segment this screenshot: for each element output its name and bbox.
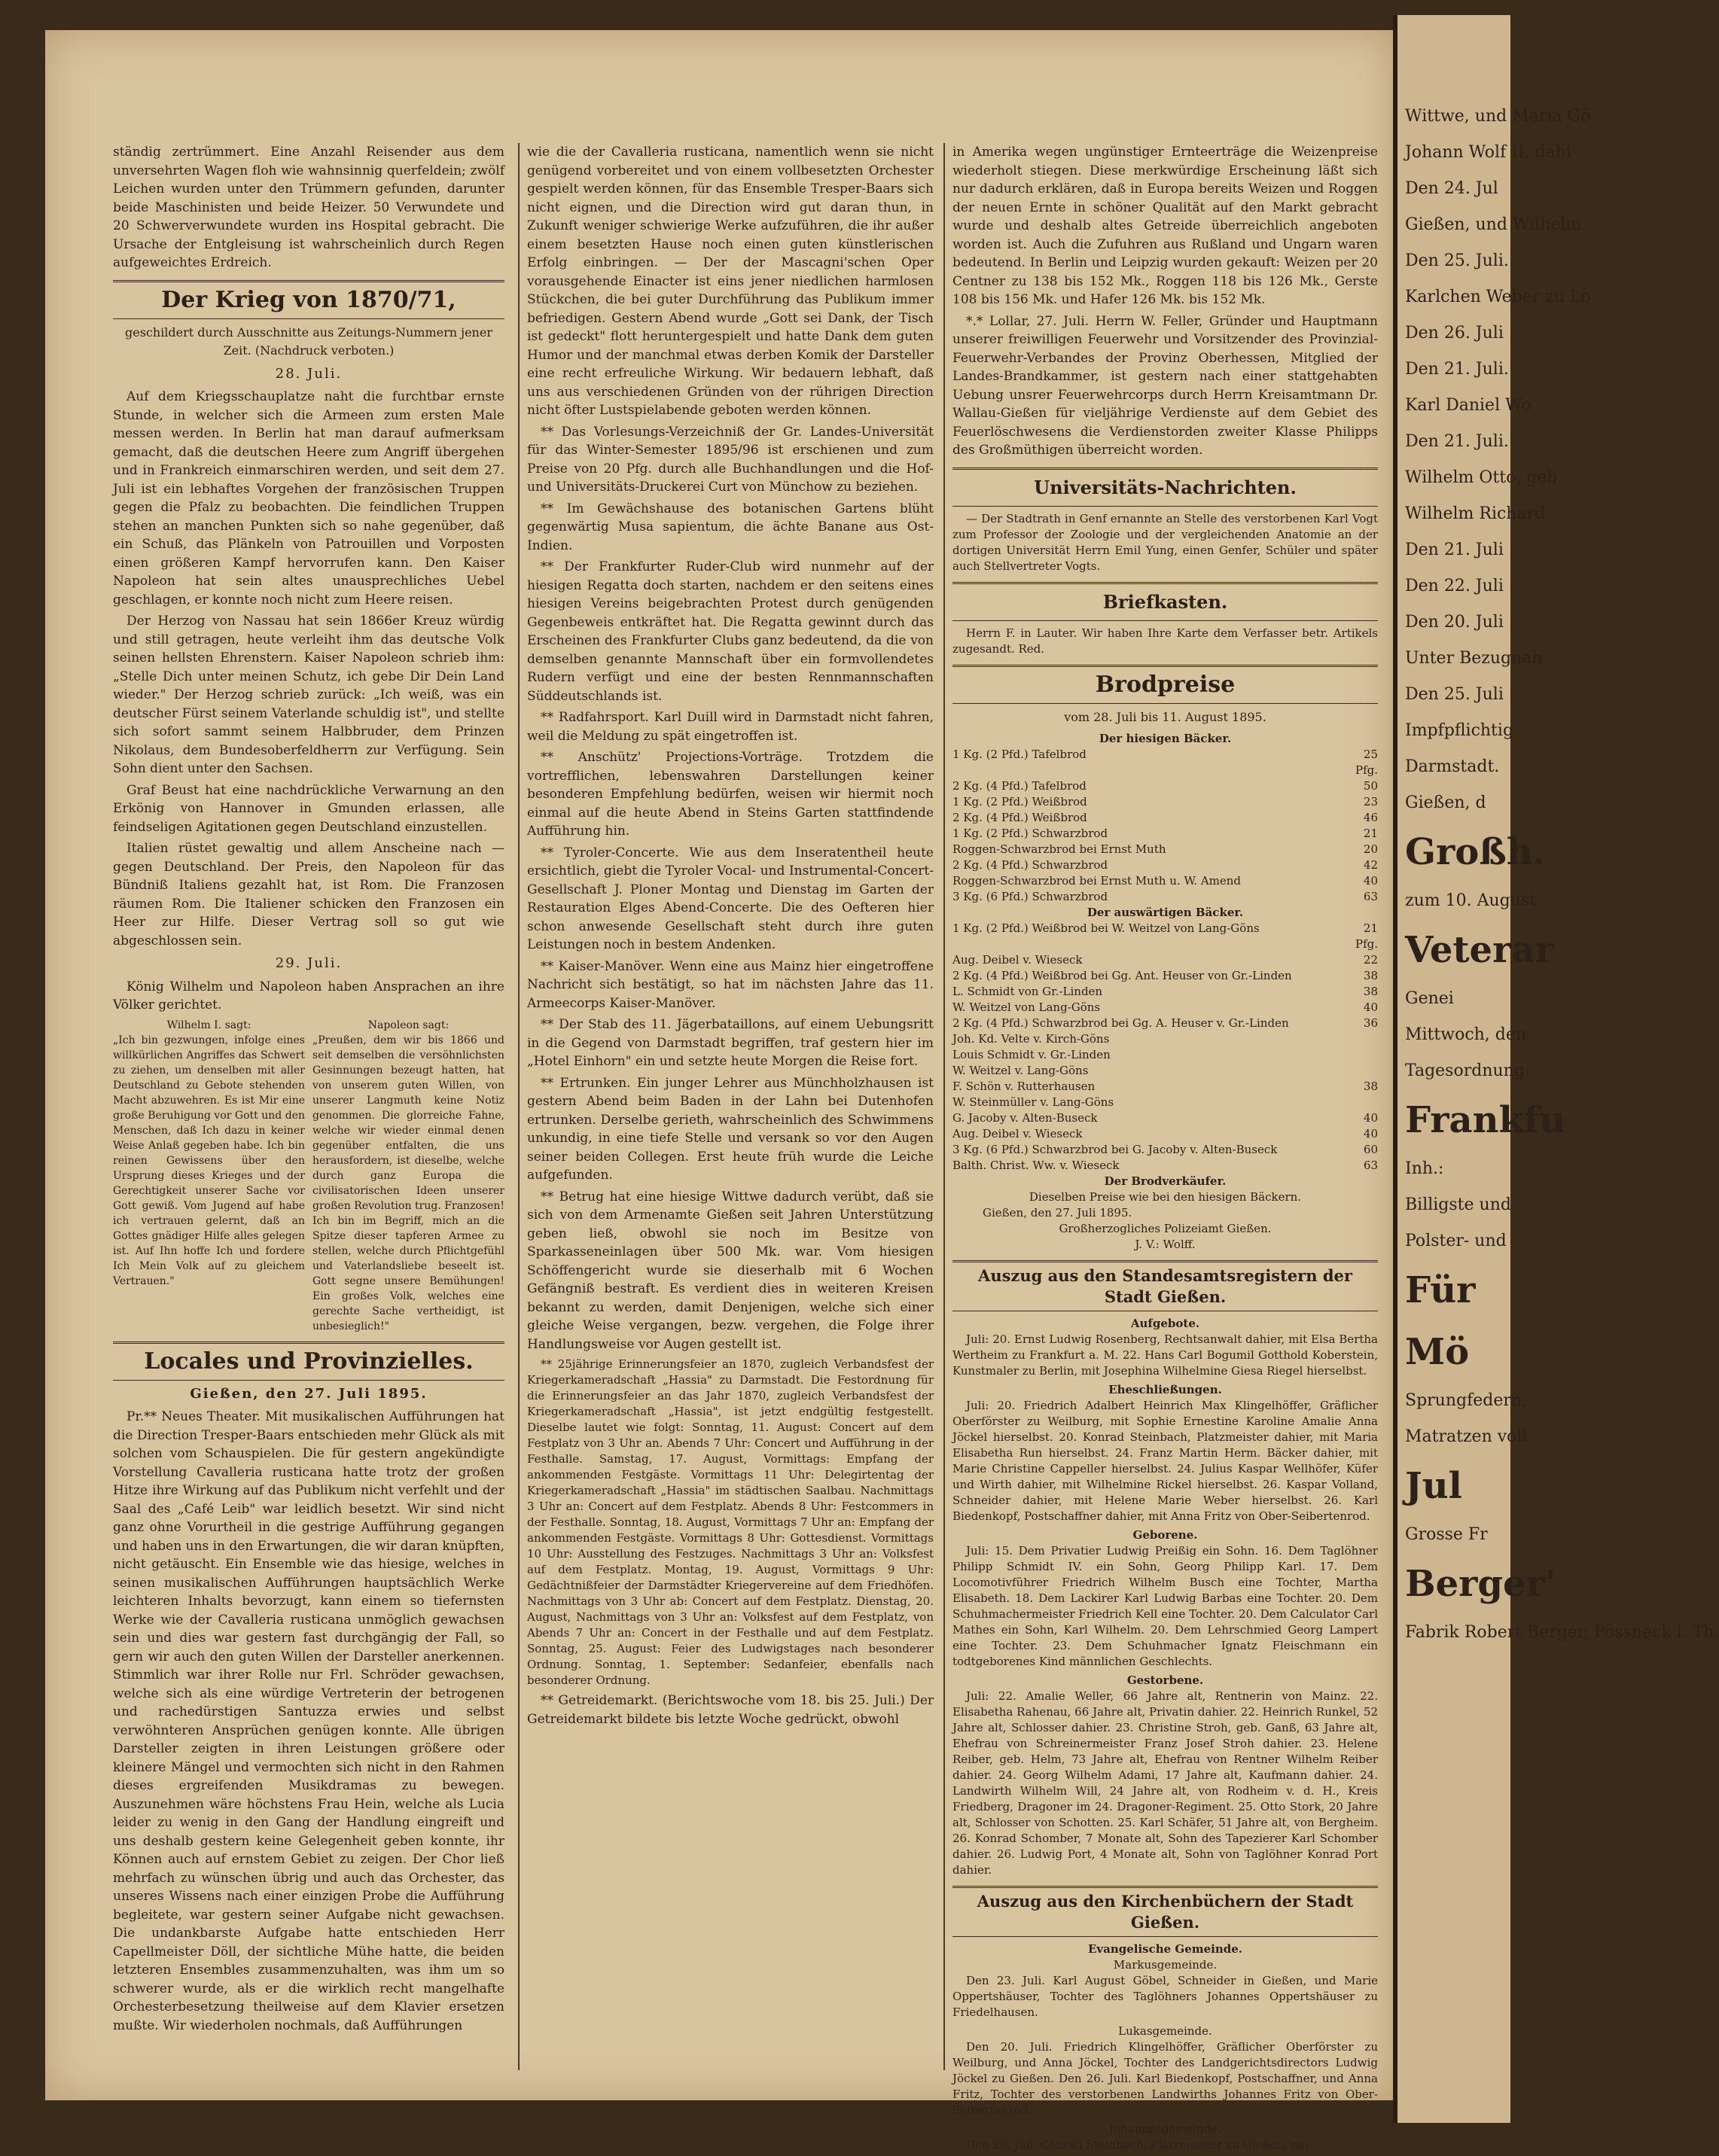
article-text: ** 25jährige Erinnerungsfeier an 1870, zugleich Verbandsfest der Kriegerkameradschaft „Hassia" zu Darmstadt. Die Festordnung für die Erinnerungsfeier an das Jahr 1870, zugleich Verbandsfest der Kriegerkameradschaft „Hassia", ist jetzt endgültig festgestellt. Dieselbe lautet wie folgt: Sonntag, 11. August: Concert auf dem Festplatz von 3 Uhr an. Abends 7 Uhr: Concert und Aufführung in der Festhalle. Samstag, 17. August, Vormittags: Empfang der ankommenden Festgäste. Vormittags 11 Uhr: Delegirtentag der Kriegerkameradschaft „Hassia" im städtischen Saalbau. Nachmittags 3 Uhr an: Concert auf dem Festplatz. Abends 8 Uhr: Festcommers in der Festhalle. Sonntag, 18. August, Vormittags 7 Uhr an: Empfang der ankommenden Festgäste. Vormittags 8 Uhr: Gottesdienst. Vormittags 10 Uhr: Ausstellung des Festzuges. Nachmittags 3 Uhr an: Volksfest auf dem Festplatz. Montag, 19. August, Vormittags 9 Uhr: Gedächtnißfeier der Darmstädter Kriegervereine auf dem Friedhöfen. Nachmittags von 3 Uhr ab: Concert auf dem Festplatz. Dienstag, 20. August, Nachmittags von 3 Uhr an: Volksfest auf dem Festplatz, von Abends 7 Uhr an: Concert in der Festhalle und auf dem Festplatz. Sonntag, 25. August: Feier des Ludwigstages nach besonderer Ordnung. Sonntag, 1. September: Sedanfeier, ebenfalls nach besonderer Ordnung. [527, 1357, 934, 1687]
fragment-text: Jul [1405, 1465, 1462, 1507]
bread-price: 46 [1363, 811, 1378, 824]
subsection: Johannesgemeinde. [1109, 2122, 1221, 2136]
bread-item: Balth. Christ. Ww. v. Wieseck [952, 1159, 1120, 1172]
article-text: ** Das Vorlesungs-Verzeichniß der Gr. Landes-Universität für das Winter-Semester 1895/96 ist erschienen und zum Preise von 20 Pfg. durch alle Buchhandlungen und die Hof- und Universitäts-Druckerei Curt von Münchow zu beziehen. [527, 424, 934, 495]
proclamations [113, 1018, 504, 1334]
table-row [952, 1126, 1378, 1142]
section-title: Der Krieg von 1870/71, [113, 280, 504, 319]
fragment-text: Den 24. Jul [1405, 179, 1498, 198]
table-row [952, 1063, 1378, 1079]
proclamation-text: „Preußen, dem wir bis 1866 und seit demselben die versöhnlichsten Gesinnungen bezeugt hatten, hat von unserem guten Willen, von unserer Langmuth keine Notiz genommen. Die glorreiche Fahne, welche wir wieder einmal denen gegenüber entfalten, die uns herausfordern, ist dieselbe, welche durch ganz Europa die civilisatorischen Ideen unserer großen Revolution trug. Franzosen! Ich bin im Begriff, mich an die Spitze dieser tapferen Armee zu stellen, welche durch Pflichtgefühl und Vaterlandsliebe beseelt ist. Gott segne unsere Bemühungen! Ein großes Volk, welches eine gerechte Sache vertheidigt, ist unbesieglich!" [312, 1034, 504, 1332]
section-subtitle: vom 28. Juli bis 11. August 1895. [1064, 709, 1266, 724]
column-rule [518, 143, 520, 2070]
fragment-text: Gießen, und Wilhelm [1405, 215, 1582, 234]
bread-item: 3 Kg. (6 Pfd.) Schwarzbrod [952, 890, 1108, 903]
bread-price: 63 [1363, 890, 1378, 903]
table-row [952, 952, 1378, 968]
note: Dieselben Preise wie bei den hiesigen Bäckern. [1029, 1190, 1302, 1204]
article-text: ** Betrug hat eine hiesige Wittwe dadurch verübt, daß sie sich von dem Armenamte Gießen seit Jahren Unterstützung geben ließ, obwohl sie noch im Besitze von Sparkasseneinlagen über 500 Mk. war. Vom hiesigen Schöffengericht wurde sie dieserhalb mit 6 Wochen Gefängniß bestraft. Es verdient dies in weiteren Kreisen bekannt zu werden, damit Denjenigen, welche sich einer gleiche Weise vergangen, bezw. vergehen, die Folge ihrer Handlungsweise vor Augen gestellt ist. [527, 1189, 934, 1352]
fragment-text: Karlchen Weber zu Lo [1405, 288, 1591, 306]
column-3 [952, 143, 1378, 2156]
table-row [952, 778, 1378, 794]
bread-item: G. Jacoby v. Alten-Buseck [952, 1111, 1098, 1125]
fragment-text: Den 21. Juli. [1405, 360, 1509, 379]
article-text: ** Radfahrsport. Karl Duill wird in Darmstadt nicht fahren, weil die Meldung zu spät eingetroffen ist. [527, 710, 934, 744]
bread-price: 22 [1363, 953, 1378, 967]
fragment-text: Mittwoch, den [1405, 1025, 1527, 1044]
proclamation-head: Wilhelm I. sagt: [166, 1019, 251, 1031]
article-text: in Amerika wegen ungünstiger Ernteerträge die Weizenpreise wiederholt stiegen. Diese merkwürdige Erscheinung läßt sich nur dadurch erklären, daß in Europa bereits Weizen und Roggen der neuen Ernte in schöner Qualität auf den Markt gebracht wurde und deshalb altes Getreide überreichlich angeboten worden ist. Auch die Zufuhren aus Rußland und Ungarn waren bedeutend. In Berlin und Leipzig wurden gekauft: Weizen per 20 Centner zu 138 bis 152 Mk., Roggen 118 bis 126 Mk., Gerste 108 bis 156 Mk. und Hafer 126 Mk. bis 152 Mk. [952, 145, 1378, 307]
table-row [952, 1110, 1378, 1126]
table-row [952, 747, 1378, 778]
bread-price: 21 [1363, 827, 1378, 840]
column-1 [113, 143, 504, 2038]
fragment-text: Wittwe, und Maria Gö [1405, 107, 1591, 126]
bread-item: Aug. Deibel v. Wieseck [952, 1127, 1083, 1140]
bread-price: 60 [1363, 1143, 1378, 1156]
subsection: Markusgemeinde. [1113, 1958, 1218, 1972]
fragment-text: Johann Wolf II. dahi [1405, 143, 1571, 162]
dateline: 29. Juli. [275, 955, 343, 971]
table-row [952, 873, 1378, 889]
bread-item: 1 Kg. (2 Pfd.) Weißbrod [952, 795, 1087, 808]
fragment-text: Für [1405, 1269, 1476, 1311]
subsection: Aufgebote. [1130, 1317, 1200, 1330]
bread-item: F. Schön v. Rutterhausen [952, 1080, 1096, 1093]
table-row [952, 810, 1378, 826]
bread-price: 38 [1363, 969, 1378, 982]
fragment-text: Den 26. Juli [1405, 324, 1504, 343]
bread-price: 23 [1363, 795, 1378, 808]
bread-item: Louis Schmidt v. Gr.-Linden [952, 1048, 1111, 1061]
bread-item: Roggen-Schwarzbrod bei Ernst Muth u. W. Amend [952, 874, 1242, 888]
bread-price [1348, 1047, 1378, 1063]
section-title: Universitäts-Nachrichten. [952, 467, 1378, 507]
fragment-text: Großh. [1405, 831, 1546, 873]
table-row [952, 1031, 1378, 1047]
bread-price: 36 [1363, 1016, 1378, 1030]
bread-item: W. Weitzel v. Lang-Göns [952, 1064, 1089, 1077]
fragment-text: Karl Daniel Wo [1405, 396, 1532, 415]
bread-price-table-local [952, 747, 1378, 905]
adjacent-page-fragment [1393, 15, 1719, 2123]
fragment-text: Sprungfedern, [1405, 1391, 1528, 1410]
bread-item: W. Steinmüller v. Lang-Göns [952, 1095, 1114, 1109]
fragment-text: Mö [1405, 1331, 1470, 1373]
section-title: Auszug aus den Standesamtsregistern der Stadt Gießen. [952, 1260, 1378, 1311]
proclamation-text: „Ich bin gezwungen, infolge eines willkürlichen Angriffes das Schwert zu ziehen, um denselben mit aller Deutschland zu Gebote stehenden Macht abzuwehren. Es ist Mir eine große Beruhigung vor Gott und den Menschen, daß Ich dazu in keiner Weise Anlaß gegeben habe. Ich bin reinen Gewissens über den Ursprung dieses Krieges und der Gerechtigkeit unserer Sache vor Gott gewiß. Vom Jugend auf habe ich vertrauen gelernt, daß an Gottes gnädiger Hilfe alles gelegen ist. Auf Ihn hoffe Ich und fordere Ich Mein Volk auf zu gleichem Vertrauen." [113, 1034, 305, 1287]
fragment-text: Billigste und [1405, 1195, 1511, 1214]
bread-item: W. Weitzel von Lang-Göns [952, 1000, 1101, 1014]
bread-item: 1 Kg. (2 Pfd.) Schwarzbrod [952, 827, 1108, 840]
subsection: Lukasgemeinde. [1118, 2024, 1212, 2038]
table-row [952, 968, 1378, 984]
table-row [952, 1047, 1378, 1063]
fragment-text: Gießen, d [1405, 793, 1486, 812]
fragment-text: Den 25. Juli [1405, 685, 1504, 704]
proclamation-napoleon [312, 1018, 504, 1334]
article-text: Juli: 22. Amalie Weller, 66 Jahre alt, Rentnerin von Mainz. 22. Elisabetha Rahenau, 66 Jahre alt, Privatin dahier. 22. Heinrich Runkel, 52 Jahre alt, Schlosser dahier. 23. Christine Stroh, geb. Ganß, 63 Jahre alt, Ehefrau von Schreinermeister Franz Josef Stroh dahier. 23. Helene Reiber, geb. Helm, 73 Jahre alt, Ehefrau von Rentner Wilhelm Reiber dahier. 24. Georg Wilhelm Adami, 17 Jahre alt, Kaufmann dahier. 24. Landwirth Wilhelm Will, 24 Jahre alt, von Rodheim v. d. H., Kreis Friedberg, Dragoner im 24. Dragoner-Regiment. 25. Otto Stork, 20 Jahre alt, Schlosser von Schotten. 25. Karl Schäfer, 51 Jahre alt, von Bergheim. 26. Konrad Schomber, 7 Monate alt, Sohn des Tapezierer Karl Schomber dahier. 26. Ludwig Port, 4 Monate alt, Sohn von Taglöhner Konrad Port dahier. [952, 1689, 1378, 1877]
bread-item: 1 Kg. (2 Pfd.) Tafelbrod [952, 748, 1087, 761]
table-row [952, 921, 1378, 952]
fragment-text: Den 21. Juli. [1405, 432, 1509, 451]
bread-item: L. Schmidt von Gr.-Linden [952, 985, 1103, 998]
table-heading: Der Brodverkäufer. [1104, 1174, 1227, 1188]
article-text: Den 23. Juli. Karl August Göbel, Schneider in Gießen, und Marie Oppertshäuser, Tochter des Taglöhners Johannes Oppertshäuser zu Friedelhausen. [952, 1974, 1378, 2019]
bread-item: 2 Kg. (4 Pfd.) Schwarzbrod bei Gg. A. Heuser v. Gr.-Linden [952, 1016, 1289, 1030]
article-text: ** Tyroler-Concerte. Wie aus dem Inseratentheil heute ersichtlich, giebt die Tyroler Vocal- und Instrumental-Concert-Gesellschaft J. Ploner Montag und Dienstag im Garten der Restauration Elges Abend-Concerte. Die des Oefteren hier schon anwesende Gesellschaft steht durch ihre guten Leistungen noch in bestem Andenken. [527, 845, 934, 952]
fragment-text: Polster- und [1405, 1232, 1507, 1250]
newspaper-page [45, 30, 1393, 2151]
bread-price: 50 [1363, 779, 1378, 793]
bread-price: 20 [1363, 842, 1378, 856]
fragment-text: Inh.: [1405, 1159, 1444, 1178]
article-text: Den 20. Juli. Friedrich Klingelhöffer, Gräflicher Oberförster zu Weilburg, und Anna Jöckel, Tochter des Landgerichtsdirectors Ludwig Jöckel zu Gießen. Den 26. Juli. Karl Biedenkopf, Postschaffner, und Anna Fritz, Tochter des verstorbenen Landwirths Johannes Fritz von Ober-Seibertenrod. [952, 2040, 1378, 2117]
fragment-text: Tagesordnung: [1405, 1061, 1531, 1080]
section-subtitle: geschildert durch Ausschnitte aus Zeitungs-Nummern jener Zeit. (Nachdruck verboten.) [125, 324, 492, 358]
section-title: Auszug aus den Kirchenbüchern der Stadt Gießen. [952, 1886, 1378, 1937]
article-text: Juli: 20. Ernst Ludwig Rosenberg, Rechtsanwalt dahier, mit Elsa Bertha Wertheim zu Frankfurt a. M. 22. Hans Carl Bogumil Gotthold Koberstein, Kunstmaler zu Berlin, mit Josephina Wilhelmine Giesa Riegel hierselbst. [952, 1332, 1378, 1378]
proclamation-wilhelm [113, 1018, 305, 1334]
bread-price: 40 [1363, 874, 1378, 888]
article-text: Auf dem Kriegsschauplatze naht die furchtbar ernste Stunde, in welcher sich die Armeen zum ersten Male messen werden. In Berlin hat man darauf aufmerksam gemacht, daß die deutschen Heere zum Angriff übergehen und in Frankreich einmarschiren werden, und seit dem 27. Juli ist ein lebhaftes Vorgehen der französischen Truppen gegen die Pfalz zu beobachten. Die feindlichen Truppen stehen an manchen Punkten sich so nahe gegenüber, daß ein Schuß, das Plänkeln von Patrouillen und Vorposten einen größeren Kampf hervorrufen kann. Den Kaiser Napoleon hat sein altes unausprechliches Uebel geschlagen, er konnte noch nicht zum Heere reisen. [113, 389, 504, 608]
fragment-text: Den 21. Juli [1405, 541, 1504, 559]
bread-item: Aug. Deibel v. Wieseck [952, 953, 1083, 967]
bread-price: 38 [1363, 1080, 1378, 1093]
article-text: ** Getreidemarkt. (Berichtswoche vom 18. bis 25. Juli.) Der Getreidemarkt bildete bis letzte Woche gedrückt, obwohl [527, 1693, 934, 1727]
section-title: Briefkasten. [952, 582, 1378, 621]
article-text: Italien rüstet gewaltig und allem Anscheine nach — gegen Deutschland. Der Preis, den Napoleon für das Bündniß Italiens gezahlt hat, ist Rom. Die Franzosen räumen Rom. Die Italiener schicken den Franzosen ein Heer zur Hilfe. Dieser Vertrag soll so gut wie abgeschlossen sein. [113, 841, 504, 949]
article-text: ** Ertrunken. Ein junger Lehrer aus Münchholzhausen ist gestern Abend beim Baden in der Lahn bei Dutenhofen ertrunken. Derselbe gerieth, wahrscheinlich des Schwimmens unkundig, in eine tiefe Stelle und versank so vor den Augen seiner beiden Collegen. Erst heute früh wurde die Leiche aufgefunden. [527, 1075, 934, 1183]
bread-item: 1 Kg. (2 Pfd.) Weißbrod bei W. Weitzel von Lang-Göns [952, 921, 1260, 935]
bread-price: 38 [1363, 985, 1378, 998]
proclamation-head: Napoleon sagt: [367, 1019, 450, 1031]
signature-date: Gießen, den 27. Juli 1895. [983, 1206, 1132, 1220]
fragment-text: Impfpflichtig [1405, 721, 1514, 740]
subsection: Geborene. [1132, 1528, 1198, 1542]
subsection: Evangelische Gemeinde. [1087, 1942, 1243, 1956]
bread-item: 2 Kg. (4 Pfd.) Tafelbrod [952, 779, 1087, 793]
table-row [952, 794, 1378, 810]
fragment-text: Den 25. Juli. [1405, 251, 1509, 270]
article-text: ** Im Gewächshause des botanischen Gartens blüht gegenwärtig Musa sapientum, die ächte Banane aus Ost-Indien. [527, 501, 934, 553]
article-text: Juli: 15. Dem Privatier Ludwig Preißig ein Sohn. 16. Dem Taglöhner Philipp Schmidt IV. ein Sohn, Georg Philipp Karl. 17. Dem Locomotivführer Friedrich Wilhelm Busch eine Tochter, Martha Elisabeth. 18. Dem Lackirer Karl Ludwig Barbas eine Tochter. 20. Dem Schuhmachermeister Friedrich Kell eine Tochter. 20. Dem Calculator Carl Mathes ein Sohn, Karl Wilhelm. 20. Dem Lehrschmied Georg Lampert eine Tochter. 23. Dem Schuhmacher Ignatz Fleischmann ein todtgeborenes Kind männlichen Geschlechts. [952, 1544, 1378, 1668]
bread-item: Roggen-Schwarzbrod bei Ernst Muth [952, 842, 1166, 856]
table-heading: Der auswärtigen Bäcker. [1087, 906, 1244, 919]
bread-price: 40 [1363, 1127, 1378, 1140]
article-text: ständig zertrümmert. Eine Anzahl Reisender aus dem unversehrten Wagen floh wie wahnsinnig querfeldein; zwölf Leichen wurden unter den Trümmern gefunden, darunter beide Maschinisten und beide Heizer. 50 Verwundete und 20 Schwerverwundete wurden ins Hospital gebracht. Die Ursache der Entgleisung ist wahrscheinlich durch Regen aufgeweichtes Erdreich. [113, 145, 504, 270]
bread-price: 40 [1363, 1111, 1378, 1125]
signature: J. V.: Wolff. [1135, 1238, 1196, 1251]
bread-item: 3 Kg. (6 Pfd.) Schwarzbrod bei G. Jacoby v. Alten-Buseck [952, 1143, 1278, 1156]
table-row [952, 1142, 1378, 1158]
table-heading: Der hiesigen Bäcker. [1099, 732, 1232, 745]
fragment-text: Den 22. Juli [1405, 577, 1504, 595]
article-text: ** Anschütz' Projections-Vorträge. Trotzdem die vortrefflichen, lebenswahren Darstellungen keiner besonderen Empfehlung bedürfen, weisen wir hiermit noch einmal auf die heute Abend in Steins Garten stattfindende Aufführung hin. [527, 750, 934, 839]
subsection: Gestorbene. [1126, 1673, 1204, 1687]
article-text: wie die der Cavalleria rusticana, namentlich wenn sie nicht genügend vorbereitet und von einem vollbesetzten Orchester gespielt werden können, für das Ensemble Tresper-Baars sich nicht eignen, und die Direction wird gut daran thun, in Zukunft weniger schwierige Werke aufzuführen, die ihr außer einem besetzten Hause noch einen guten künstlerischen Erfolg einbringen. — Der der Mascagni'schen Oper vorausgehende Einacter ist eins jener niedlichen harmlosen Stückchen, die bei guter Durchführung das Publikum immer befriedigen. Gestern Abend wurde „Gott sei Dank, der Tisch ist gedeckt" flott heruntergespielt und hatte Dank dem guten Humor und der manchmal etwas derben Komik der Darsteller eine recht erfreuliche Wirkung. Wir bedauern lebhaft, daß uns aus verschiedenen Gründen von der rührigen Direction nicht öfter Lustspielabende geboten werden können. [527, 145, 934, 418]
article-text: ** Der Frankfurter Ruder-Club wird nunmehr auf der hiesigen Regatta doch starten, nachdem er den seitens eines hiesigen Vereins beigebrachten Protest durch genügenden Gegenbeweis entkräftet hat. Die Regatta gewinnt durch das Erscheinen des Frankfurter Clubs ganz bedeutend, da die von demselben genannte Mannschaft über ein formvollendetes Rudern verfügt und eine der besten Rennmannschaften Süddeutschlands ist. [527, 559, 934, 704]
column-2 [527, 143, 934, 1731]
article-text: Juli: 20. Friedrich Adalbert Heinrich Max Klingelhöffer, Gräflicher Oberförster zu Weilburg, mit Sophie Ernestine Karoline Amalie Anna Jöckel hierselbst. 20. Konrad Steinbach, Platzmeister dahier, mit Maria Elisabetha Run hierselbst. 24. Franz Martin Herm. Bäcker dahier, mit Marie Christine Cappeller hierselbst. 24. Julius Kaspar Wellhöfer, Küfer und Wirth dahier, mit Wilhelmine Rickel hierselbst. 26. Kaspar Volland, Schneider dahier, mit Helene Marie Weber hierselbst. 26. Karl Biedenkopf, Postschaffner dahier, mit Anna Fritz von Ober-Seibertenrod. [952, 1399, 1378, 1523]
article-text: Der Herzog von Nassau hat sein 1866er Kreuz würdig und still getragen, heute verleiht ihm das deutsche Volk seinen hellsten Ehrenstern. Kaiser Napoleon schrieb ihm: „Stelle Dich unter meinen Schutz, ich gebe Dir Dein Land wieder." Der Herzog schrieb zurück: „Ich weiß, was ein deutscher Fürst seinem Vaterlande schuldig ist", und stellte sich sofort sammt seinem Halbbruder, dem Prinzen Nikolaus, dem Bundesoberfeldherrn zur Verfügung. Sein Sohn dient unter den Sachsen. [113, 614, 504, 776]
bread-price-table-outer [952, 921, 1378, 1174]
dateline: 28. Juli. [275, 365, 343, 382]
table-row [952, 826, 1378, 842]
column-rule [943, 143, 945, 2070]
bread-item: 2 Kg. (4 Pfd.) Schwarzbrod [952, 858, 1108, 872]
table-row [952, 1158, 1378, 1174]
signature: Großherzogliches Polizeiamt Gießen. [1059, 1222, 1272, 1235]
bread-item: 2 Kg. (4 Pfd.) Weißbrod bei Gg. Ant. Heuser von Gr.-Linden [952, 969, 1292, 982]
fragment-text: Darmstadt. [1405, 757, 1500, 776]
bread-price [1348, 1031, 1378, 1047]
table-row [952, 1016, 1378, 1031]
table-row [952, 1079, 1378, 1095]
fragment-text: Wilhelm Richard [1405, 504, 1546, 523]
article-text: ** Kaiser-Manöver. Wenn eine aus Mainz hier eingetroffene Nachricht sich bestätigt, so hat im nächsten Jahre das 11. Armeecorps Kaiser-Manöver. [527, 958, 934, 1011]
bread-price: 25 Pfg. [1355, 748, 1378, 777]
fragment-text: Genei [1405, 989, 1454, 1008]
table-row [952, 889, 1378, 905]
fragment-text: Wilhelm Otto, geb [1405, 468, 1558, 487]
subsection: Eheschließungen. [1108, 1383, 1222, 1396]
bread-item: Joh. Kd. Velte v. Kirch-Göns [952, 1032, 1110, 1046]
fragment-text: Frankfu [1405, 1099, 1566, 1141]
fragment-text: Den 20. Juli [1405, 613, 1504, 632]
bread-price [1348, 1095, 1378, 1110]
bread-price: 21 Pfg. [1355, 921, 1378, 951]
article-text: *.* Lollar, 27. Juli. Herrn W. Feller, Gründer und Hauptmann unserer freiwilligen Feuerwehr und Vorsitzender des Provinzial-Feuerwehr-Verbandes der Provinz Oberhessen, Mitglied der Landes-Brandkammer, ist gestern nach einer stattgehabten Uebung unsrer Feuerwehrcorps durch Herrn Kreisamtmann Dr. Wallau-Gießen für vieljährige Verdienste auf dem Gebiet des Feuerlöschwesens die Verdienstorden zweiter Klasse Philipps des Großmüthigen überreicht worden. [952, 313, 1378, 458]
fragment-text: zum 10. August [1405, 891, 1537, 910]
article-text: — Der Stadtrath in Genf ernannte an Stelle des verstorbenen Karl Vogt zum Professor der Zoologie und der vergleichenden Anatomie an der dortigen Universität Herrn Emil Yung, einen Genfer, Schüler und später auch Stellvertreter Vogts. [952, 511, 1378, 573]
article-text: König Wilhelm und Napoleon haben Ansprachen an ihre Völker gerichtet. [113, 979, 504, 1013]
fragment-text: Veterar [1405, 929, 1554, 971]
fragment-text: Berger' [1405, 1563, 1556, 1605]
dateline: Gießen, den 27. Juli 1895. [190, 1385, 428, 1402]
bread-price: 42 [1363, 858, 1378, 872]
article-text: Pr.** Neues Theater. Mit musikalischen Aufführungen hat die Direction Tresper-Baars entschieden mehr Glück als mit solchen vom Schauspielen. Die für gestern angekündigte Vorstellung Cavalleria rusticana hatte trotz der großen Hitze ihre Wirkung auf das Publikum nicht verfehlt und der Saal des „Café Leib" war leidlich besetzt. Wir sind nicht ganz ohne Vorurtheil in die gestrige Aufführung gegangen und haben uns in den Erwartungen, die wir daran knüpften, nicht getäuscht. Ein Ensemble wie das hiesige, welches in seinen musikalischen Aufführungen hauptsächlich Werke leichteren Inhalts bevorzugt, kann einem so tiefernsten Werke wie der Cavalleria rusticana unmöglich gewachsen sein und dies war gestern fast durchgängig der Fall, so gern wir auch den guten Willen der Darsteller anerkennen. Stimmlich war ihrer Rolle nur Frl. Schröder gewachsen, welche sich als eine würdige Vertreterin der betrogenen und rachedürstigen Santuzza erwies und selbst verwöhnteren Ansprüchen genügen konnte. Alle übrigen Darsteller zeigten in ihren Leistungen größere oder kleinere Mängel und vermochten sich nicht in den Rahmen dieses ergreifenden Musikdramas zu bewegen. Auszunehmen wäre höchstens Frau Hein, welche als Lucia leider zu wenig in den Gang der Handlung eingreift und uns deshalb gestern keine Gelegenheit geben konnte, ihr Können auch auf ernstem Gebiet zu zeigen. Der Chor ließ mehrfach zu wünschen übrig und auch das Orchester, das unseres Wissens nach einer einzigen Probe die Aufführung begleitete, war gestern seiner Aufgabe nicht gewachsen. Die undankbarste Aufgabe hatte entschieden Herr Capellmeister Döll, der sichtliche Mühe hatte, die beiden letzteren Ensembles zusammenzuhalten, was ihm um so schwerer wurde, als er die wirklich recht mangelhafte Orchesterbesetzung theilweise auf dem Klavier ersetzen mußte. Wir wiederholen nochmals, daß Aufführungen [113, 1409, 505, 2033]
article-text: Herrn F. in Lauter. Wir haben Ihre Karte dem Verfasser betr. Artikels zugesandt. Red. [952, 626, 1378, 656]
bread-price: 40 [1363, 1000, 1378, 1014]
article-text: Den 20. Juli. Conrad Steinbach, Platzmeister zu Gießen, ein [966, 2138, 1309, 2151]
bread-price: 63 [1363, 1159, 1378, 1172]
fragment-text: Matratzen voll [1405, 1427, 1528, 1446]
article-text: Graf Beust hat eine nachdrückliche Verwarnung an den Erkönig von Hannover in Gmunden erlassen, alle feindseligen Agitationen gegen Deutschland einzustellen. [113, 782, 504, 835]
table-row [952, 842, 1378, 857]
table-row [952, 984, 1378, 1000]
fragment-text: Fabrik Robert Berger, Pössneck i. Th. [1405, 1623, 1719, 1642]
article-text: ** Der Stab des 11. Jägerbataillons, auf einem Uebungsritt in die Gegend von Darmstadt begriffen, traf gestern hier im „Hotel Einhorn" ein und setzte heute Morgen die Reise fort. [527, 1017, 934, 1069]
table-row [952, 857, 1378, 873]
table-row [952, 1095, 1378, 1110]
bread-price [1348, 1063, 1378, 1079]
table-row [952, 1000, 1378, 1016]
section-title: Locales und Provinzielles. [113, 1341, 504, 1381]
fragment-text: Grosse Fr [1405, 1525, 1488, 1544]
bread-item: 2 Kg. (4 Pfd.) Weißbrod [952, 811, 1087, 824]
fragment-text: Unter Bezugnah [1405, 649, 1543, 668]
section-title: Brodpreise [952, 665, 1378, 704]
